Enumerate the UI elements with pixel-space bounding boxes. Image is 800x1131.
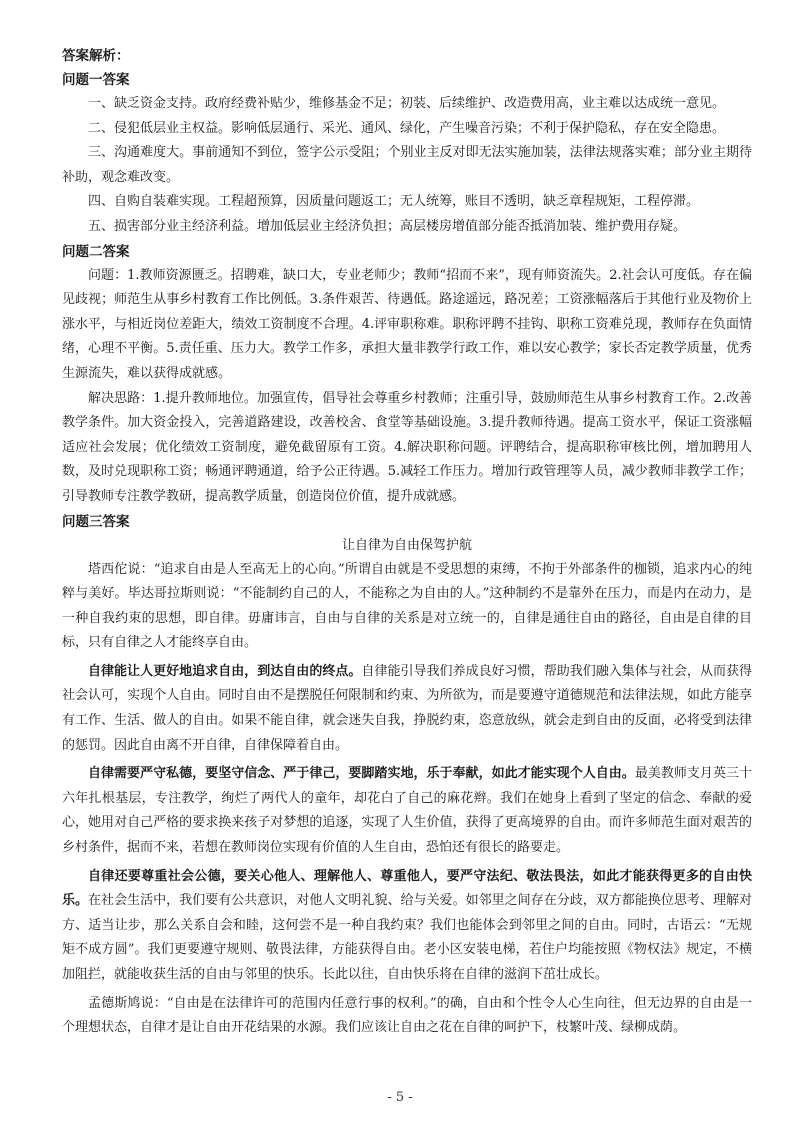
- essay-paragraph-3-lead: 自律还要尊重社会公德，要关心他人、理解他人、尊重他人，要严守法纪、敬法畏法，如此才能获得更多的自由快乐。: [62, 868, 752, 909]
- q1-point-5: 五、损害部分业主经济利益。增加低层业主经济负担；高层楼房增值部分能否抵消加装、维护费用存疑。: [88, 218, 687, 234]
- essay-paragraph-2-lead: 自律需要严守私德，要坚守信念、严于律己，要脚踏实地，乐于奉献，如此才能实现个人自由。: [88, 766, 635, 782]
- essay-title: 让自律为自由保驾护航: [341, 537, 472, 553]
- essay-paragraph-2-body: 最美教师支月英三十六年扎根基层，专注教学，绚烂了两代人的童年，却花白了自己的麻花辫。我们在她身上看到了坚定的信念、奉献的爱心，她用对自己严格的要求换来孩子对梦想的追逐，实现了人生价值，获得了更高境界的自由。而许多师范生面对艰苦的乡村条件，据而不来，若想在教师岗位实现有价值的人生自由，恐怕还有很长的路要走。: [62, 766, 752, 856]
- page-number: - 5 -: [387, 1090, 413, 1105]
- essay-paragraph-1-lead: 自律能让人更好地追求自由，到达自由的终点。: [88, 663, 362, 679]
- essay-paragraph-1: [62, 660, 752, 758]
- q1-point-1: 一、缺乏资金支持。政府经费补贴少，维修基金不足；初装、后续维护、改造费用高，业主难以达成统一意见。: [88, 96, 726, 111]
- essay-paragraph-1-body: 自律能引导我们养成良好习惯，帮助我们融入集体与社会，从而获得社会认可，实现个人自由。同时自由不是摆脱任何限制和约束、为所欲为，而是要遵守道德规范和法律法规，如此方能享有工作、生活、做人的自由。如果不能自律，就会迷失自我，挣脱约束，恣意放纵，就会走到自由的反面，必将受到法律的惩罚。因此自由离不开自律，自律保障着自由。: [62, 663, 752, 753]
- analysis-title: 答案解析：: [62, 48, 130, 64]
- q1-point-2: 二、侵犯低层业主权益。影响低层通行、采光、通风、绿化，产生噪音污染；不利于保护隐私，存在安全隐患。: [88, 120, 726, 136]
- essay-conclusion: 孟德斯鸠说：“自由是在法律许可的范围内任意行事的权利。”的确，自由和个性令人心生向往，但无边界的自由是一个理想状态，自律才是让自由开花结果的水源。我们应该让自由之花在自律的呵护下，枝繁叶茂、绿柳成荫。: [62, 995, 752, 1036]
- document-page: [62, 44, 752, 1041]
- q2-problems: 问题：1.教师资源匮乏。招聘难，缺口大，专业老师少；教师“招而不来”，现有师资流失。2.社会认可度低。存在偏见歧视；师范生从事乡村教育工作比例低。3.条件艰苦、待遇低。路途遥远，路况差；工资涨幅落后于其他行业及物价上涨水平，与相近岗位差距大，绩效工资制度不合理。4.评审职称难。职称评聘不挂钩、职称工资难兑现，教师存在负面情绪，心理不平衡。5.责任重、压力大。教学工作多，承担大量非教学行政工作，难以安心教学；家长否定教学质量，优秀生源流失，难以获得成就感。: [62, 267, 752, 381]
- q1-heading: 问题一答案: [62, 72, 130, 88]
- essay-paragraph-2: [62, 762, 752, 860]
- q1-point-3: 三、沟通难度大。事前通知不到位，签字公示受阻；个别业主反对即无法实施加装，法律法规落实难；部分业主期待补助，观念难改变。: [62, 145, 752, 185]
- q1-point-4: 四、自购自装难实现。工程超预算，因质量问题返工；无人统筹，账目不透明，缺乏章程规矩，工程停滞。: [88, 194, 700, 210]
- essay-paragraph-3-body: 在社会生活中，我们要有公共意识，对他人文明礼貌、给与关爱。如邻里之间存在分歧，双方都能换位思考、理解对方、适当让步，那么关系自会和睦，这何尝不是一种自我约束？我们也能体会到邻里之间的自由。同时，古语云：“无规矩不成方圆”。我们更要遵守规则、敬畏法律，方能获得自由。老小区安装电梯，若住户均能按照《物权法》规定，不横加阻拦，就能收获生活的自由与邻里的快乐。长此以往，自由快乐将在自律的滋润下茁壮成长。: [62, 893, 752, 982]
- q2-solutions: 解决思路：1.提升教师地位。加强宣传，倡导社会尊重乡村教师；注重引导，鼓励师范生从事乡村教育工作。2.改善教学条件。加大资金投入，完善道路建设，改善校舍、食堂等基础设施。3.提升教师待遇。提高工资水平，保证工资涨幅适应社会发展；优化绩效工资制度，避免截留原有工资。4.解决职称问题。评聘结合，提高职称审核比例，增加聘用人数，及时兑现职称工资；畅通评聘通道，给予公正待遇。5.减轻工作压力。增加行政管理等人员，减少教师非教学工作；引导教师专注教学教研，提高教学质量，创造岗位价值，提升成就感。: [62, 390, 752, 504]
- essay-paragraph-3: [62, 865, 752, 988]
- essay-intro: 塔西佗说：“追求自由是人至高无上的心向。”所谓自由就是不受思想的束缚，不拘于外部条件的枷锁，追求内心的纯粹与美好。毕达哥拉斯则说：“不能制约自己的人，不能称之为自由的人。”这种制约不是靠外在压力，而是内在动力，是一种自我约束的思想，即自律。毋庸讳言，自由与自律的关系是对立统一的，自律是通往自由的路径，自由是自律的目标，只有自律之人才能终享自由。: [62, 561, 752, 651]
- q2-heading: 问题二答案: [62, 243, 130, 260]
- q3-heading: 问题三答案: [62, 513, 130, 530]
